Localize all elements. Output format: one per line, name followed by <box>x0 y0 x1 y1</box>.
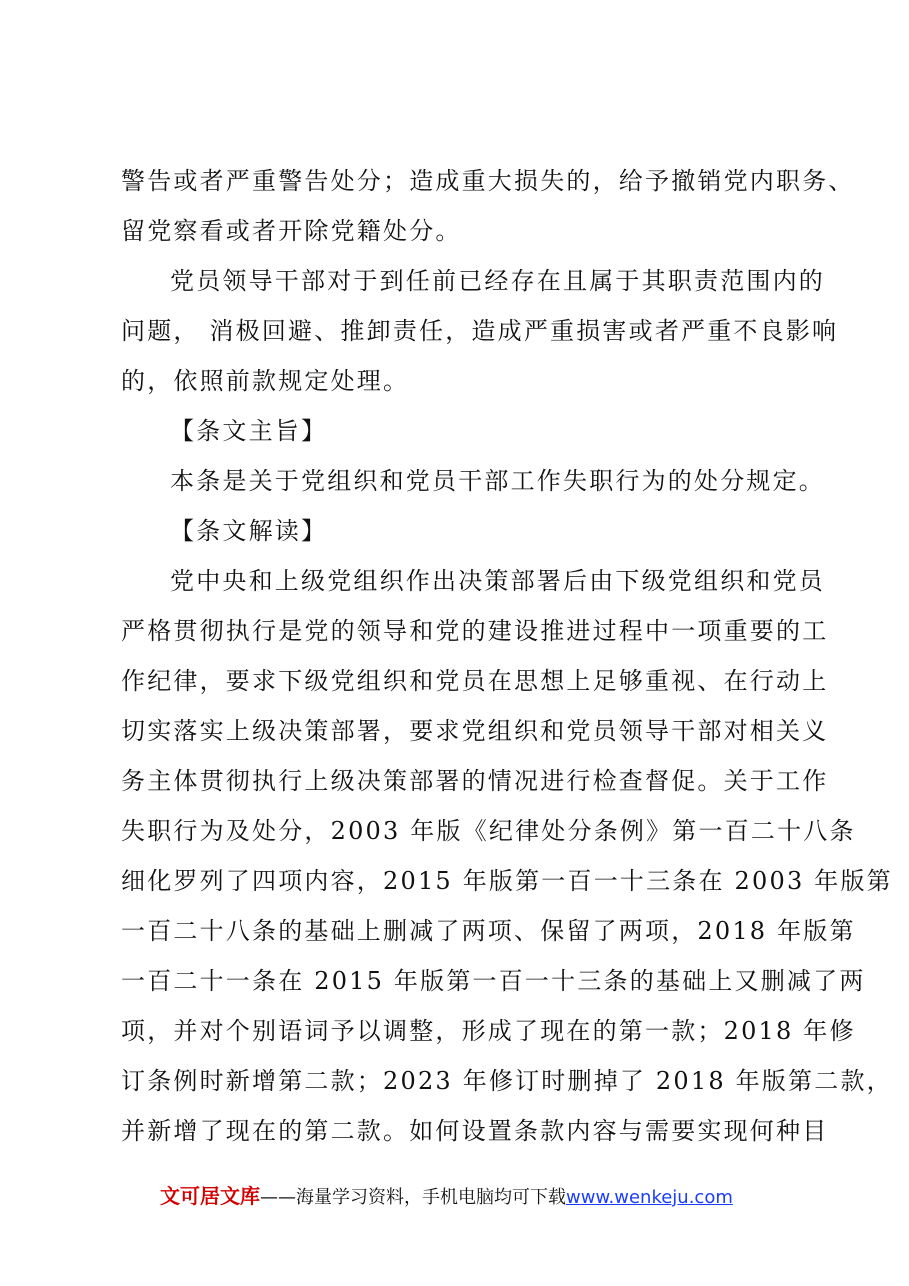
website-link[interactable]: www.wenkeju.com <box>566 1187 733 1208</box>
section-heading-purpose: 【条文主旨】 <box>170 417 328 445</box>
text-line: 失职行为及处分，2003 年版《纪律处分条例》第一百二十八条 <box>121 817 856 845</box>
text-line: 严格贯彻执行是党的领导和党的建设推进过程中一项重要的工 <box>121 617 829 645</box>
paragraph-start: 党中央和上级党组织作出决策部署后由下级党组织和党员 <box>170 567 825 595</box>
text-line: 的，依照前款规定处理。 <box>121 367 410 395</box>
section-heading-interpretation: 【条文解读】 <box>170 517 328 545</box>
text-line: 一百二十一条在 2015 年版第一百一十三条的基础上又删减了两 <box>121 967 866 995</box>
text-line: 并新增了现在的第二款。如何设置条款内容与需要实现何种目 <box>121 1117 829 1145</box>
text-line: 切实落实上级决策部署，要求党组织和党员领导干部对相关义 <box>121 717 829 745</box>
text-line: 作纪律，要求下级党组织和党员在思想上足够重视、在行动上 <box>121 667 829 695</box>
document-body <box>121 156 893 1156</box>
paragraph-start: 党员领导干部对于到任前已经存在且属于其职责范围内的 <box>170 267 825 295</box>
text-line: 留党察看或者开除党籍处分。 <box>121 217 462 245</box>
footer-slogan: ——海量学习资料，手机电脑均可下载 <box>260 1187 566 1208</box>
text-line: 订条例时新增第二款；2023 年修订时删掉了 2018 年版第二款， <box>121 1067 893 1095</box>
paragraph-start: 本条是关于党组织和党员干部工作失职行为的处分规定。 <box>170 467 825 495</box>
text-line: 警告或者严重警告处分；造成重大损失的，给予撤销党内职务、 <box>121 167 855 195</box>
text-line: 一百二十八条的基础上删减了两项、保留了两项，2018 年版第 <box>121 917 856 945</box>
text-line: 问题， 消极回避、推卸责任，造成严重损害或者严重不良影响 <box>121 317 839 345</box>
footer-banner <box>160 1183 733 1211</box>
text-line: 项，并对个别语词予以调整，形成了现在的第一款；2018 年修 <box>121 1017 856 1045</box>
brand-name: 文可居文库 <box>160 1184 260 1208</box>
text-line: 细化罗列了四项内容，2015 年版第一百一十三条在 2003 年版第 <box>121 867 893 895</box>
text-line: 务主体贯彻执行上级决策部署的情况进行检查督促。关于工作 <box>121 767 829 795</box>
